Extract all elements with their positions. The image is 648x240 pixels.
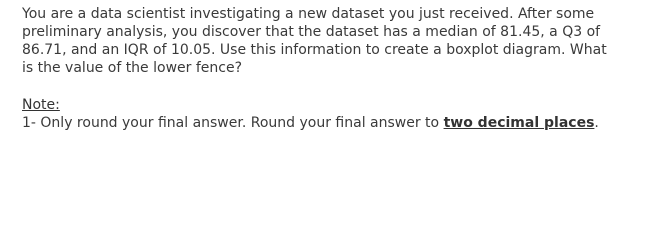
- note-heading: Note:: [22, 97, 60, 113]
- note-instruction-text: 1- Only round your final answer. Round your final answer to: [22, 115, 444, 131]
- note-block: [22, 96, 638, 132]
- note-emphasis: two decimal places: [443, 115, 595, 131]
- note-instruction-end: .: [594, 115, 599, 131]
- note-instruction: [22, 114, 638, 132]
- question-text: You are a data scientist investigating a new dataset you just received. After some preliminary analysis, you discover that the dataset has a median of 81.45, a Q3 of 86.71, and an IQR of 10.05. Use this information to create a boxplot diagram. What is the value of the lower fence?: [22, 6, 607, 76]
